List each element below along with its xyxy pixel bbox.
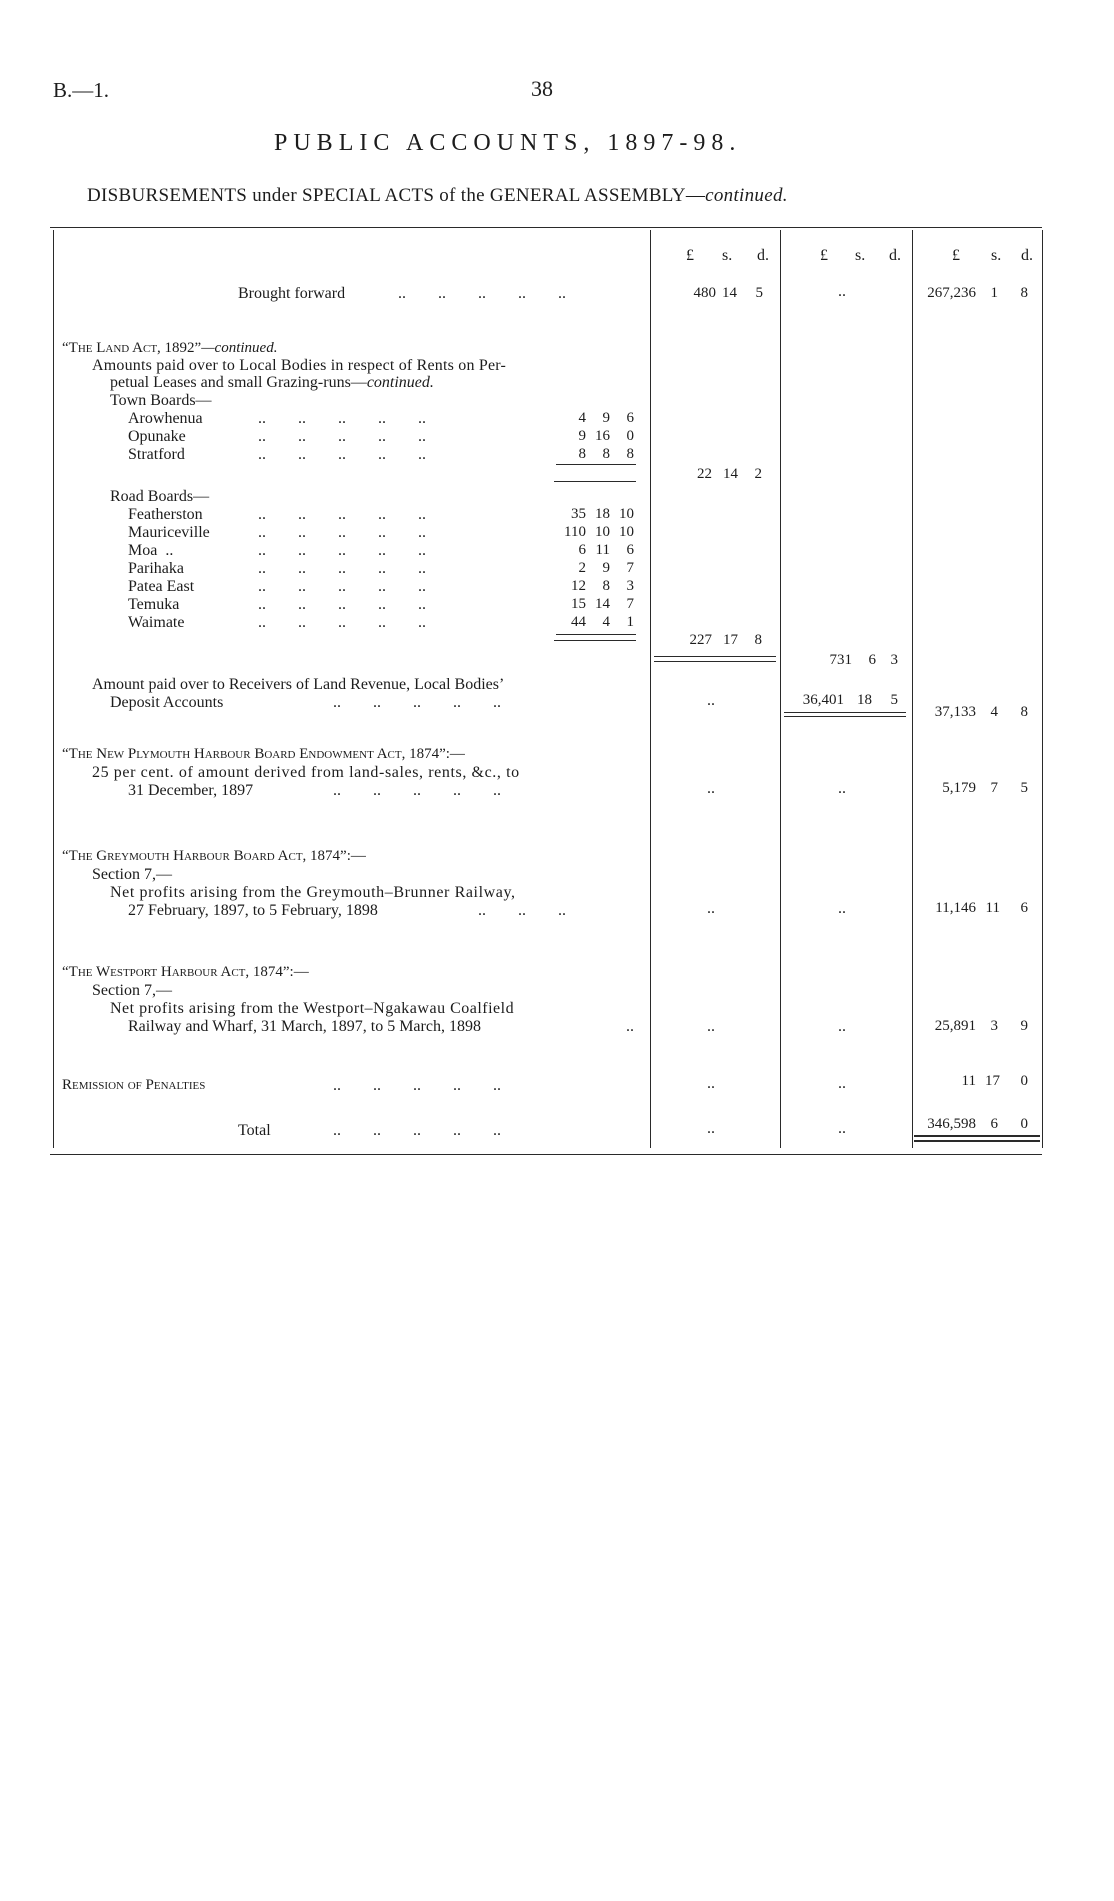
bf-c3-pounds: 267,236 [927,285,976,301]
road-board-name: Temuka [128,596,180,613]
amount-pounds: 2 [578,560,586,576]
amount-pence: 0 [626,428,634,444]
subtitle-main: DISBURSEMENTS under SPECIAL ACTS of the GENERAL ASSEMBLY— [87,185,706,206]
bf-c1-pence: 5 [755,285,763,301]
np-c1-dots: .. [707,780,715,797]
amount-shillings: 9 [602,560,610,576]
road-board-name: Moa .. [128,542,174,559]
amount-pounds: 110 [564,524,586,540]
leaders: .. .. .. .. .. [333,694,501,711]
greymouth-line-2: 27 February, 1897, to 5 February, 1898 [128,902,378,919]
leaders: .. .. .. .. .. [258,446,426,463]
rem-c3-pounds: 11 [961,1073,976,1089]
road-boards-label: Road Boards— [110,488,210,505]
leaders: .. .. .. .. .. [258,614,426,631]
page-subtitle [87,185,788,207]
total-pence: 2 [754,466,762,482]
amount-pounds: 9 [578,428,586,444]
leaders: .. .. .. .. .. [258,410,426,427]
wp-c3-shillings: 3 [990,1018,998,1034]
amount-pounds: 8 [578,446,586,462]
amount-pounds: 15 [571,596,586,612]
greymouth-line-1: Net profits arising from the Greymouth–Brunner Railway, [110,884,516,901]
amount-pounds: 4 [578,410,586,426]
new-plymouth-heading: “The New Plymouth Harbour Board Endowment Act, 1874”:— [62,746,465,762]
leaders: .. .. .. .. .. [258,560,426,577]
amount-shillings: 16 [595,428,610,444]
amount-pounds: 6 [578,542,586,558]
amount-pence: 10 [619,524,634,540]
desc-2-text: petual Leases and small Grazing-runs— [110,374,367,391]
remission-label: Remission of Penalties [62,1077,206,1093]
land-act-name: “The Land Act, 1892” [62,340,202,356]
total-pence: 3 [890,652,898,668]
receivers-c1-dots: .. [707,692,715,709]
col1-pence: d. [757,247,769,264]
total-c3-pence: 0 [1020,1116,1028,1132]
amount-shillings: 8 [602,578,610,594]
gm-c1-dots: .. [707,900,715,917]
amount-shillings: 14 [595,596,610,612]
receivers-c2-pence: 5 [890,692,898,708]
amount-pounds: 35 [571,506,586,522]
rem-c3-shillings: 17 [985,1073,1000,1089]
road-board-name: Parihaka [128,560,184,577]
amount-shillings: 9 [602,410,610,426]
greymouth-heading: “The Greymouth Harbour Board Act, 1874”:— [62,848,366,864]
town-board-name: Stratford [128,446,185,463]
bf-c3-shillings: 1 [990,285,998,301]
total-shillings: 6 [868,652,876,668]
desc-2-continued: continued. [366,374,434,391]
leaders: .. .. .. .. .. [258,524,426,541]
leaders: .. .. .. .. .. [258,578,426,595]
total-pounds: 227 [689,632,712,648]
subtitle-continued: continued. [705,185,788,206]
road-board-name: Patea East [128,578,195,595]
total-c3-shillings: 6 [990,1116,998,1132]
road-board-name: Featherston [128,506,203,523]
wp-c3-pence: 9 [1020,1018,1028,1034]
col2-pounds: £ [820,247,828,264]
leaders: .. .. .. .. .. [398,285,566,302]
receivers-c2-pounds: 36,401 [802,692,844,708]
col1-shillings: s. [722,247,733,264]
total-shillings: 4 [990,704,998,720]
gm-c3-shillings: 11 [985,900,1000,916]
total-pounds: 731 [829,652,852,668]
amount-pounds: 12 [571,578,586,594]
receivers-line-2: Deposit Accounts [110,694,224,711]
amount-pence: 7 [626,596,634,612]
page-reference: B.—1. [53,78,110,102]
total-c1-dots: .. [707,1120,715,1137]
leaders: .. .. .. .. .. [333,1122,501,1139]
amount-pence: 8 [626,446,634,462]
town-board-name: Opunake [128,428,186,445]
gm-c3-pence: 6 [1020,900,1028,916]
wp-c1-dots: .. [707,1018,715,1035]
np-c3-shillings: 7 [990,780,998,796]
total-shillings: 14 [723,466,738,482]
np-c3-pence: 5 [1020,780,1028,796]
amount-pence: 1 [626,614,634,630]
town-boards-label: Town Boards— [110,392,212,409]
amount-shillings: 11 [595,542,610,558]
wp-c2-dots: .. [838,1018,846,1035]
total-c2-dots: .. [838,1120,846,1137]
total-pounds: 22 [697,466,712,482]
total-shillings: 17 [723,632,738,648]
westport-heading: “The Westport Harbour Act, 1874”:— [62,964,309,980]
rem-c3-pence: 0 [1020,1073,1028,1089]
col3-shillings: s. [991,247,1002,264]
col1-pounds: £ [686,247,694,264]
land-act-heading [62,340,277,357]
gm-c2-dots: .. [838,900,846,917]
total-label: Total [238,1122,271,1139]
amount-pence: 6 [626,410,634,426]
new-plymouth-line-1: 25 per cent. of amount derived from land-sales, rents, &c., to [92,764,520,781]
leaders: .. .. .. .. .. [258,506,426,523]
bf-c2-dots: .. [838,283,846,300]
amount-pence: 3 [626,578,634,594]
amount-pence: 10 [619,506,634,522]
np-c2-dots: .. [838,780,846,797]
new-plymouth-line-2: 31 December, 1897 [128,782,254,799]
bf-c3-pence: 8 [1020,285,1028,301]
leaders: .. [626,1018,634,1035]
np-c3-pounds: 5,179 [942,780,976,796]
leaders: .. .. .. .. .. [258,428,426,445]
leaders: .. .. .. [478,902,566,919]
amount-pounds: 44 [571,614,586,630]
col3-pounds: £ [952,247,960,264]
total-c3-pounds: 346,598 [927,1116,976,1132]
amount-shillings: 4 [602,614,610,630]
leaders: .. .. .. .. .. [258,542,426,559]
westport-section-label: Section 7,— [92,982,172,999]
wp-c3-pounds: 25,891 [934,1018,976,1034]
total-pounds: 37,133 [934,704,976,720]
amount-shillings: 8 [602,446,610,462]
col2-shillings: s. [855,247,866,264]
rem-c2-dots: .. [838,1075,846,1092]
land-act-desc-1: Amounts paid over to Local Bodies in respect of Rents on Per- [92,357,507,374]
leaders: .. .. .. .. .. [333,782,501,799]
land-act-continued: —continued. [201,340,278,356]
page-number: 38 [531,76,553,101]
total-pence: 8 [1020,704,1028,720]
receivers-c2-shillings: 18 [857,692,872,708]
col2-pence: d. [889,247,901,264]
bf-c1-pounds: 480 [693,285,716,301]
leaders: .. .. .. .. .. [333,1077,501,1094]
col3-pence: d. [1021,247,1033,264]
total-pence: 8 [754,632,762,648]
amount-pence: 6 [626,542,634,558]
rem-c1-dots: .. [707,1075,715,1092]
leaders: .. .. .. .. .. [258,596,426,613]
gm-c3-pounds: 11,146 [935,900,976,916]
amount-shillings: 18 [595,506,610,522]
receivers-line-1: Amount paid over to Receivers of Land Revenue, Local Bodies’ [92,676,505,693]
amount-shillings: 10 [595,524,610,540]
greymouth-section-label: Section 7,— [92,866,172,883]
town-board-name: Arowhenua [128,410,203,427]
land-act-desc-2 [110,374,434,392]
road-board-name: Mauriceville [128,524,210,541]
bf-c1-shillings: 14 [722,285,737,301]
road-board-name: Waimate [128,614,185,631]
page-title: PUBLIC ACCOUNTS, 1897-98. [274,130,742,156]
amount-pence: 7 [626,560,634,576]
westport-line-1: Net profits arising from the Westport–Ngakawau Coalfield [110,1000,515,1017]
westport-line-2: Railway and Wharf, 31 March, 1897, to 5 March, 1898 [128,1018,481,1035]
brought-forward-label: Brought forward [238,285,346,302]
